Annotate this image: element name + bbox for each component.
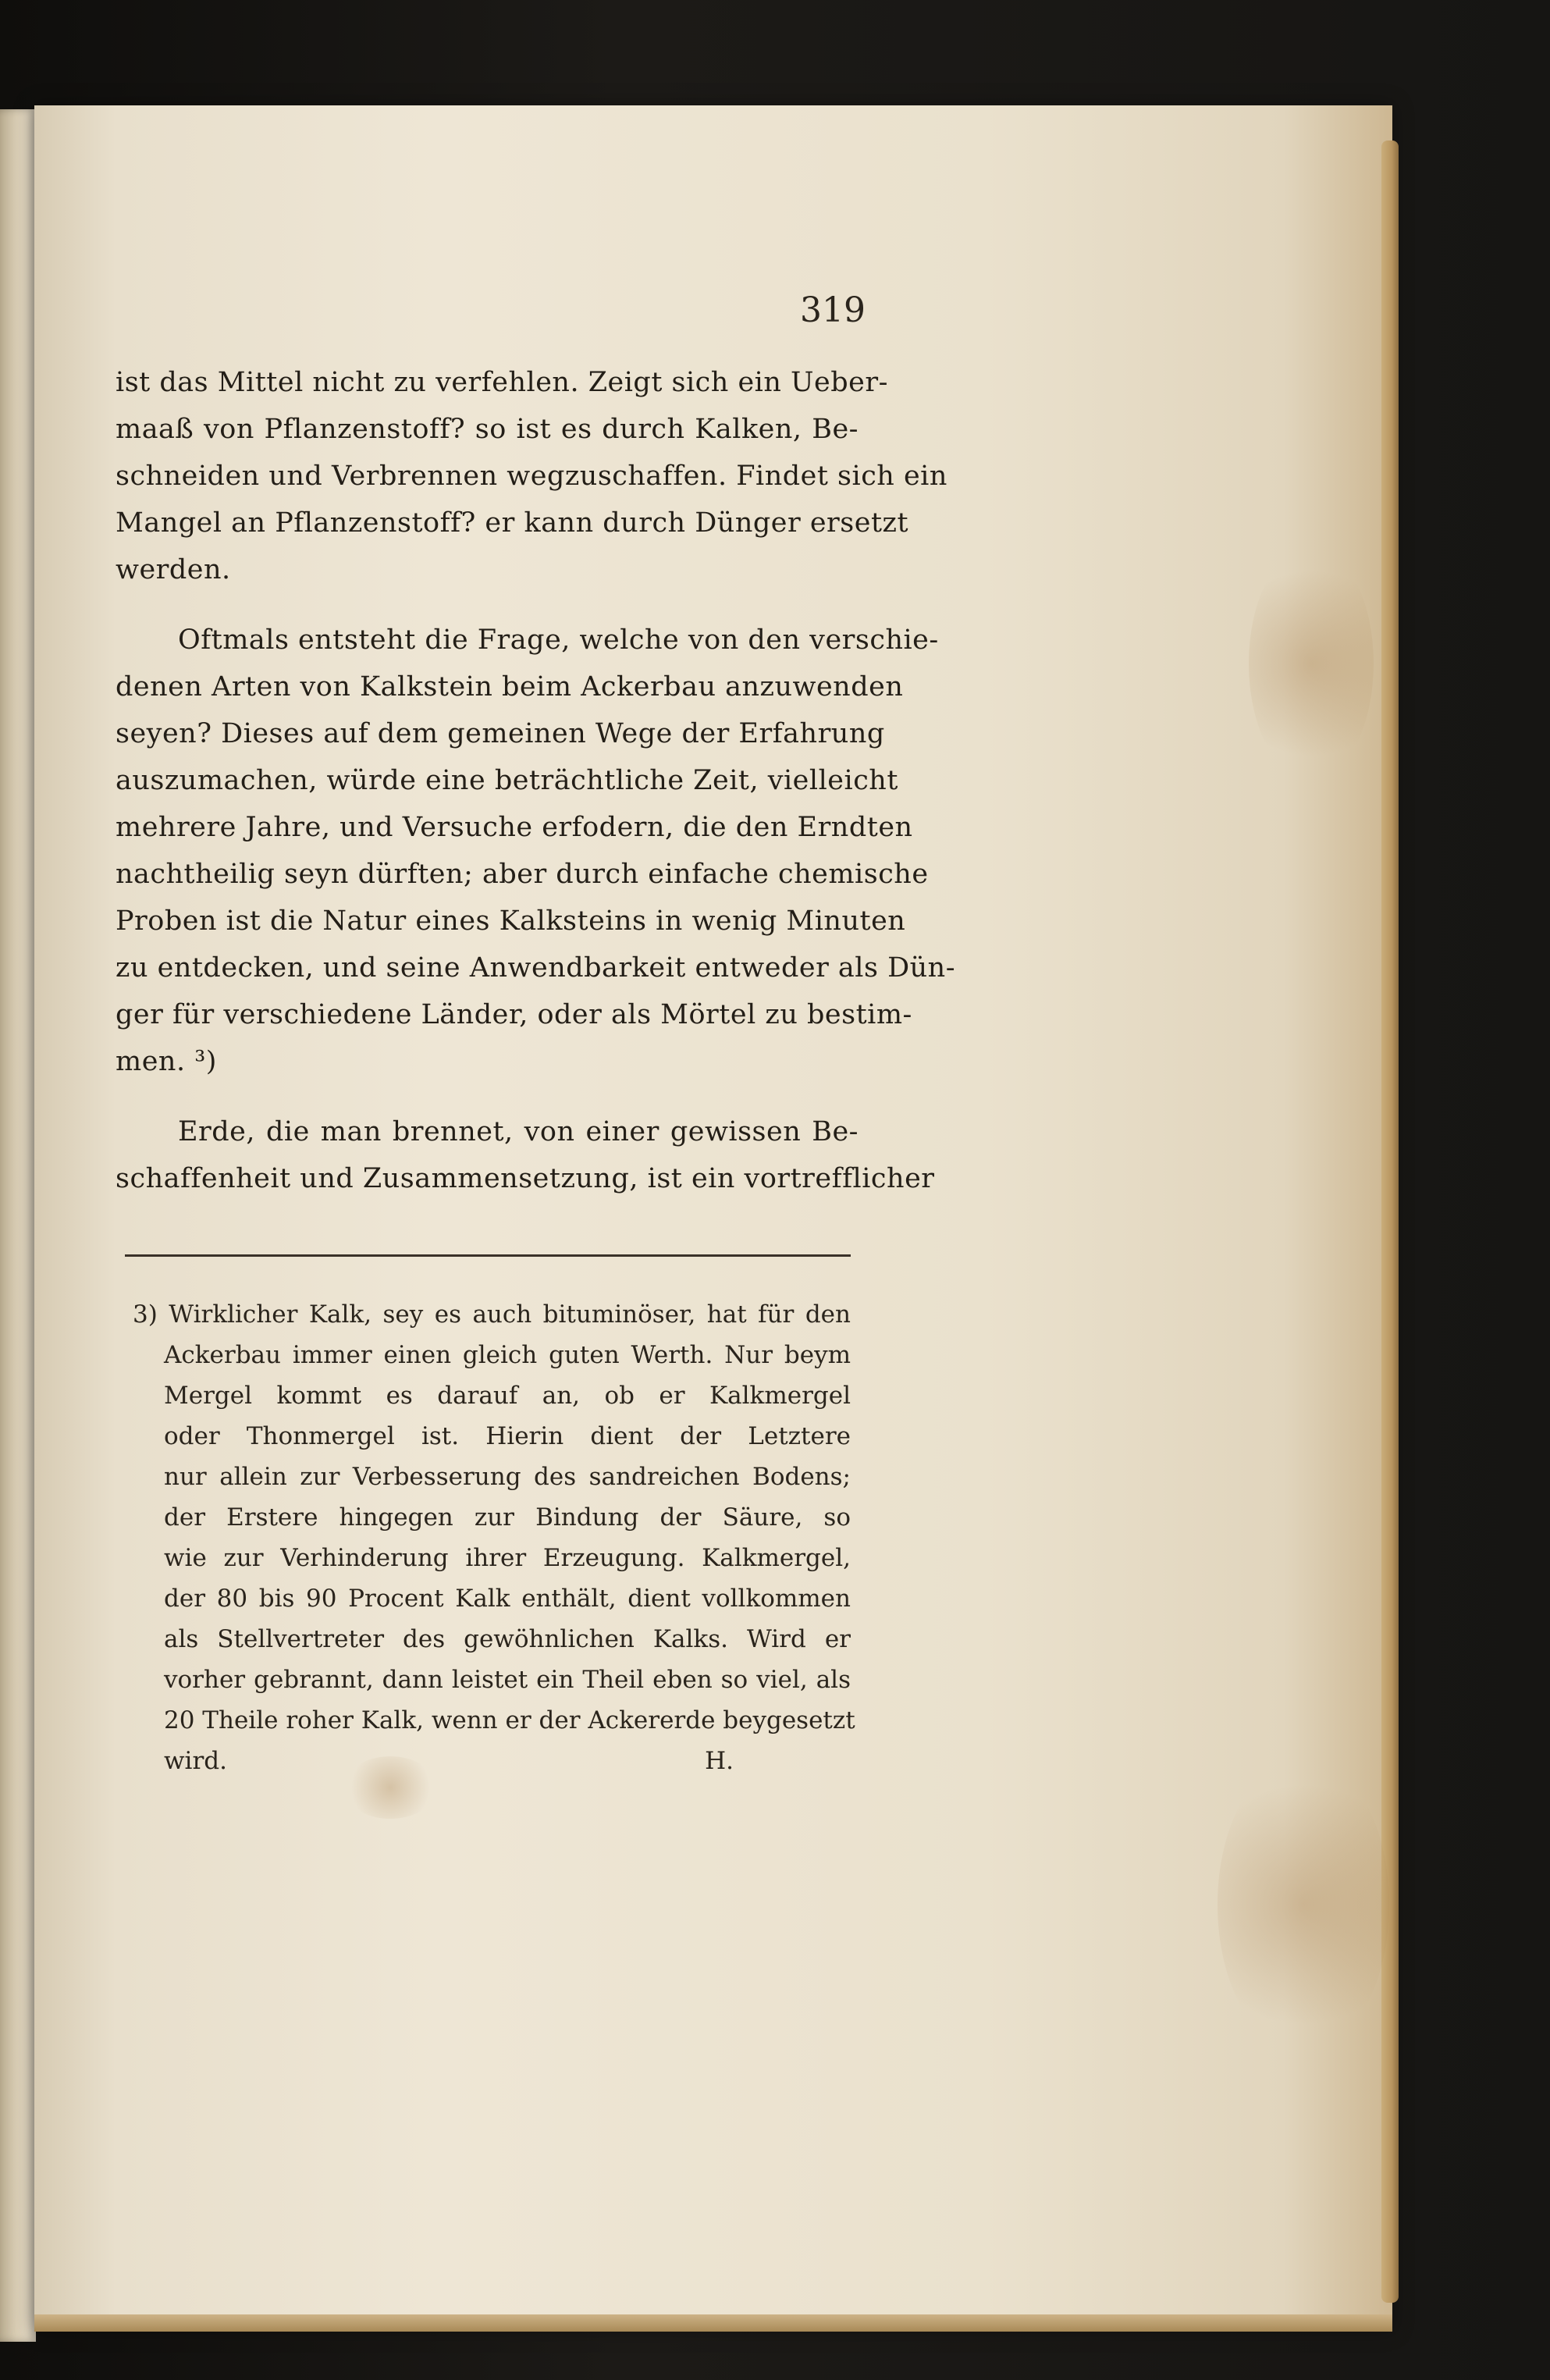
text-line: nachtheilig seyn dürften; aber durch einfache chemische (116, 859, 929, 890)
footnote-line: der Erstere hingegen zur Bindung der Säure, so (164, 1503, 851, 1532)
text-line: Oftmals entsteht die Frage, welche von den verschie- (178, 624, 939, 656)
foxing-stain (1218, 1756, 1389, 2053)
previous-page-edge (0, 109, 36, 2342)
footnote-rule (125, 1254, 851, 1257)
paragraph-gap (116, 1085, 859, 1108)
text-line: ist das Mittel nicht zu verfehlen. Zeigt sich ein Ueber- (116, 367, 888, 398)
text-line: auszumachen, würde eine beträchtliche Zeit, vielleicht (116, 765, 898, 796)
text-line: schneiden und Verbrennen wegzuschaffen. Findet sich ein (116, 461, 947, 492)
text-line: Proben ist die Natur eines Kalksteins in wenig Minuten (116, 905, 906, 937)
footnote-line: wird. H. (133, 1741, 851, 1781)
text-line: ger für verschiedene Länder, oder als Mörtel zu bestim- (116, 999, 912, 1030)
page-number: 319 (800, 290, 866, 330)
footnote-line: als Stellvertreter des gewöhnlichen Kalks. Wird er (164, 1625, 851, 1653)
page-bottom-edge (34, 2314, 1392, 2332)
text-line: zu entdecken, und seine Anwendbarkeit entweder als Dün- (116, 952, 956, 984)
main-text (116, 359, 956, 1202)
footnote-line: vorher gebrannt, dann leistet ein Theil eben so viel, als (164, 1666, 851, 1694)
footnote-line: 20 Theile roher Kalk, wenn er der Ackererde beygesetzt (164, 1706, 855, 1734)
text-line: maaß von Pflanzenstoff? so ist es durch Kalken, Be- (116, 414, 859, 445)
text-line: mehrere Jahre, und Versuche erfodern, die den Erndten (116, 812, 913, 843)
page-fore-edge (1381, 141, 1399, 2303)
text-line: men. ³) (116, 1046, 217, 1077)
text-line: denen Arten von Kalkstein beim Ackerbau anzuwenden (116, 671, 904, 703)
text-line: werden. (116, 554, 231, 585)
footnote-line: Ackerbau immer einen gleich guten Werth. Nur beym (164, 1341, 851, 1369)
footnote-line: nur allein zur Verbesserung des sandreichen Bodens; (164, 1463, 851, 1491)
foxing-stain (1249, 546, 1374, 781)
footnote-line: wie zur Verhinderung ihrer Erzeugung. Kalkmergel, (164, 1544, 851, 1572)
footnote-line: 3) Wirklicher Kalk, sey es auch bituminöser, hat für den (133, 1300, 851, 1329)
footnote-line: Mergel kommt es darauf an, ob er Kalkmergel (164, 1382, 851, 1410)
text-line: seyen? Dieses auf dem gemeinen Wege der Erfahrung (116, 718, 885, 749)
text-line: schaffenheit und Zusammensetzung, ist ein vortrefflicher (116, 1163, 935, 1194)
text-line: Mangel an Pflanzenstoff? er kann durch Dünger ersetzt (116, 507, 909, 539)
footnote-line: oder Thonmergel ist. Hierin dient der Letztere (164, 1422, 851, 1450)
text-line: Erde, die man brennet, von einer gewissen Be- (178, 1116, 859, 1147)
footnote-signature: H. (705, 1747, 734, 1775)
footnote-line: der 80 bis 90 Procent Kalk enthält, dient vollkommen (164, 1585, 851, 1613)
paragraph-gap (116, 593, 859, 617)
footnote (133, 1294, 855, 1781)
